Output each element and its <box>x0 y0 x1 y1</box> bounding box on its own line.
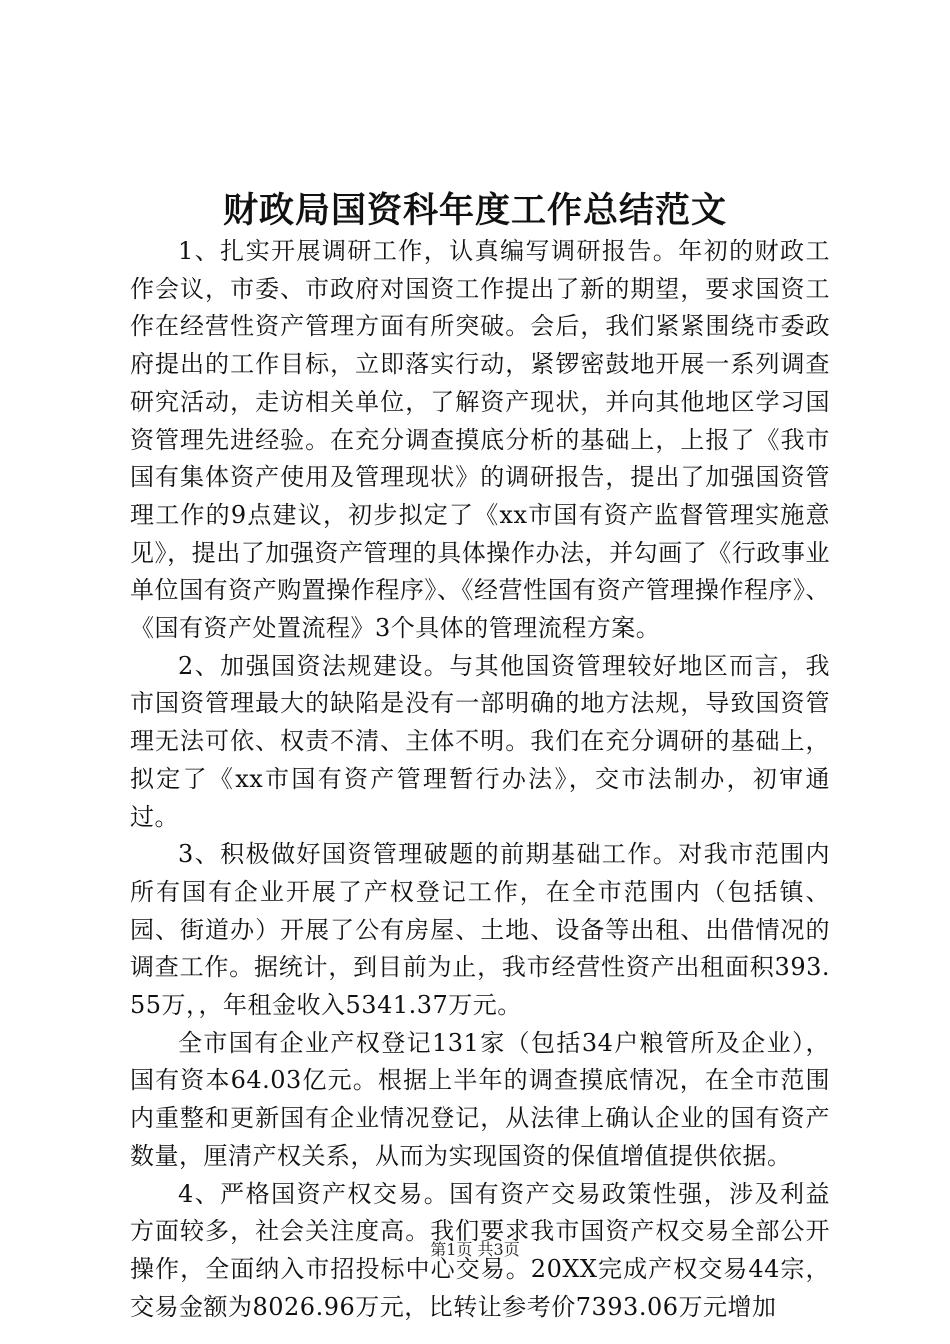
page-footer: 第1页 共3页 <box>430 1240 520 1259</box>
page-title: 财政局国资科年度工作总结范文 <box>222 190 727 231</box>
paragraph-4: 全市国有企业产权登记131家（包括34户粮管所及企业），国有资本64.03亿元。根据上半年的调查摸底情况，在全市范围内重整和更新国有企业情况登记，从法律上确认企业的国有资产数量，厘清产权关系，从而为实现国资的保值增值提供依据。 <box>130 1028 830 1170</box>
paragraph-1: 1、扎实开展调研工作，认真编写调研报告。年初的财政工作会议，市委、市政府对国资工作提出了新的期望，要求国资工作在经营性资产管理方面有所突破。会后，我们紧紧围绕市委政府提出的工作目标，立即落实行动，紧锣密鼓地开展一系列调查研究活动，走访相关单位，了解资产现状，并向其他地区学习国资管理先进经验。在充分调查摸底分析的基础上，上报了《我市国有集体资产使用及管理现状》的调研报告，提出了加强国资管理工作的9点建议，初步拟定了《xx市国有资产监督管理实施意见》，提出了加强资产管理的具体操作办法，并勾画了《行政事业单位国有资产购置操作程序》、《经营性国有资产管理操作程序》、《国有资产处置流程》3个具体的管理流程方案。 <box>130 237 830 643</box>
paragraph-5: 4、严格国资产权交易。国有资产交易政策性强，涉及利益方面较多，社会关注度高。我们要求我市国资产权交易全部公开操作，全面纳入市招投标中心交易。20XX完成产权交易44宗，交易金额为8026.96万元，比转让参考价7393.06万元增加 <box>130 1179 830 1321</box>
paragraph-3: 3、积极做好国资管理破题的前期基础工作。对我市范围内所有国有企业开展了产权登记工作，在全市范围内（包括镇、园、街道办）开展了公有房屋、土地、设备等出租、出借情况的调查工作。据统计，到目前为止，我市经营性资产出租面积393.55万，，年租金收入5341.37万元。 <box>130 840 830 1020</box>
paragraph-2: 2、加强国资法规建设。与其他国资管理较好地区而言，我市国资管理最大的缺陷是没有一部明确的地方法规，导致国资管理无法可依、权责不清、主体不明。我们在充分调研的基础上，拟定了《xx市国有资产管理暂行办法》，交市法制办，初审通过。 <box>130 651 830 831</box>
document-body <box>130 233 830 1326</box>
